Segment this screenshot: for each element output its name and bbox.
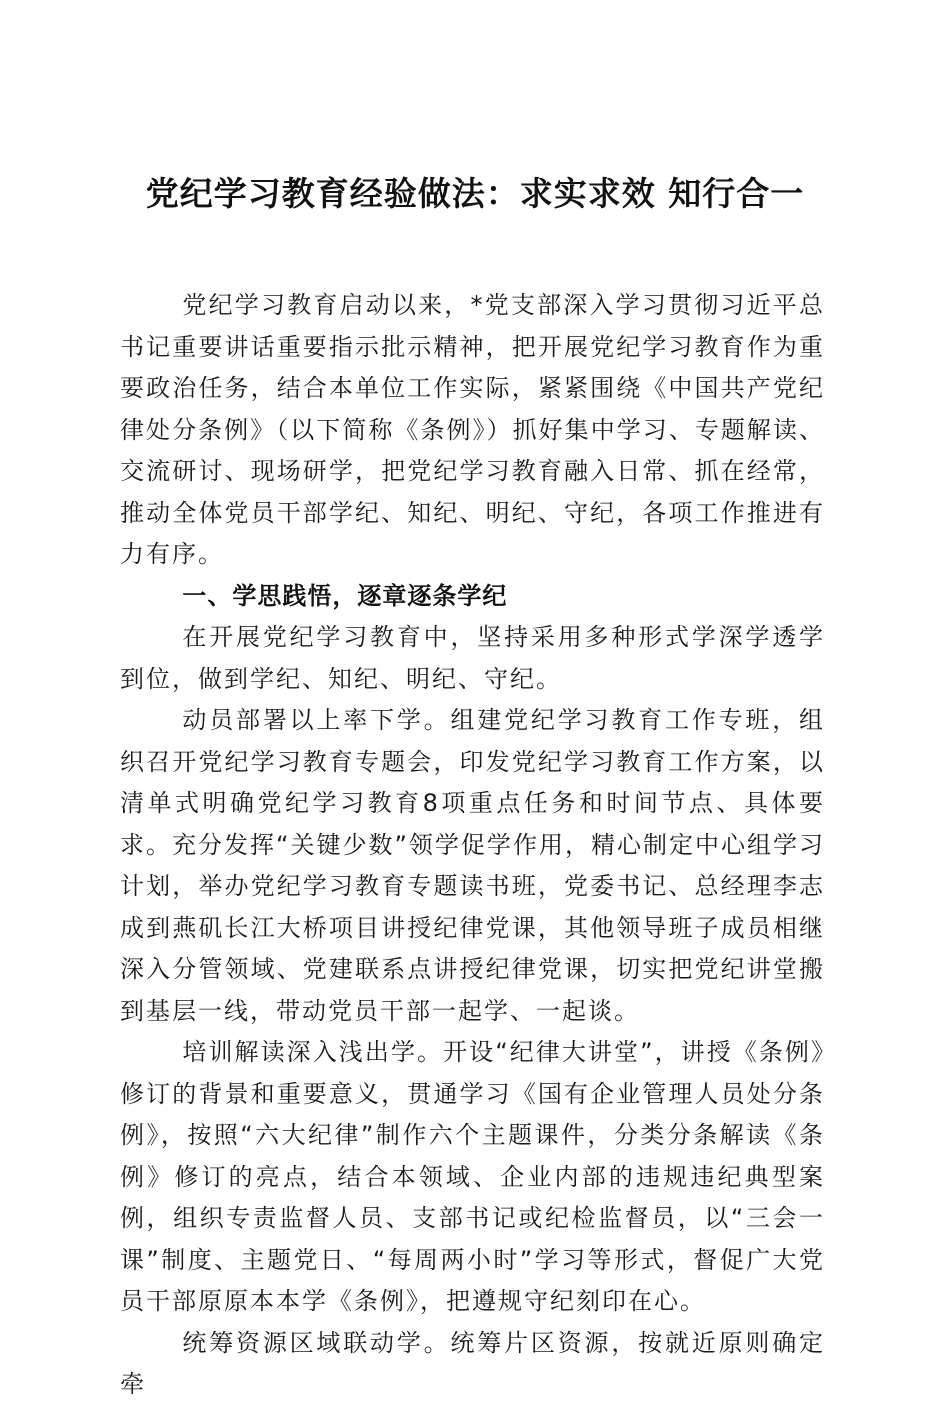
document-body — [120, 285, 825, 1406]
document-title: 党纪学习教育经验做法：求实求效 知行合一 — [145, 174, 805, 213]
section1-paragraph-2: 动员部署以上率下学。组建党纪学习教育工作专班，组织召开党纪学习教育专题会，印发党纪学习教育工作方案，以清单式明确党纪学习教育8项重点任务和时间节点、具体要求。充分发挥“关键少数”领学促学作用，精心制定中心组学习计划，举办党纪学习教育专题读书班，党委书记、总经理李志成到燕矶长江大桥项目讲授纪律党课，其他领导班子成员相继深入分管领域、党建联系点讲授纪律党课，切实把党纪讲堂搬到基层一线，带动党员干部一起学、一起谈。 — [120, 706, 825, 1025]
section1-paragraph-4: 统筹资源区域联动学。统筹片区资源，按就近原则确定牵 — [120, 1328, 825, 1398]
section1-paragraph-3: 培训解读深入浅出学。开设“纪律大讲堂”，讲授《条例》修订的背景和重要意义，贯通学习《国有企业管理人员处分条例》，按照“六大纪律”制作六个主题课件，分类分条解读《条例》修订的亮点，结合本领域、企业内部的违规违纪典型案例，组织专责监督人员、支部书记或纪检监督员，以“三会一课”制度、主题党日、“每周两小时”学习等形式，督促广大党员干部原原本本学《条例》，把遵规守纪刻印在心。 — [120, 1038, 825, 1315]
section-heading-1: 一、学思践悟，逐章逐条学纪 — [182, 581, 508, 610]
section1-paragraph-1: 在开展党纪学习教育中，坚持采用多种形式学深学透学到位，做到学纪、知纪、明纪、守纪。 — [120, 623, 825, 693]
intro-paragraph: 党纪学习教育启动以来，*党支部深入学习贯彻习近平总书记重要讲话重要指示批示精神，把开展党纪学习教育作为重要政治任务，结合本单位工作实际，紧紧围绕《中国共产党纪律处分条例》（以下简称《条例》）抓好集中学习、专题解读、交流研讨、现场研学，把党纪学习教育融入日常、抓在经常，推动全体党员干部学纪、知纪、明纪、守纪，各项工作推进有力有序。 — [120, 291, 825, 568]
